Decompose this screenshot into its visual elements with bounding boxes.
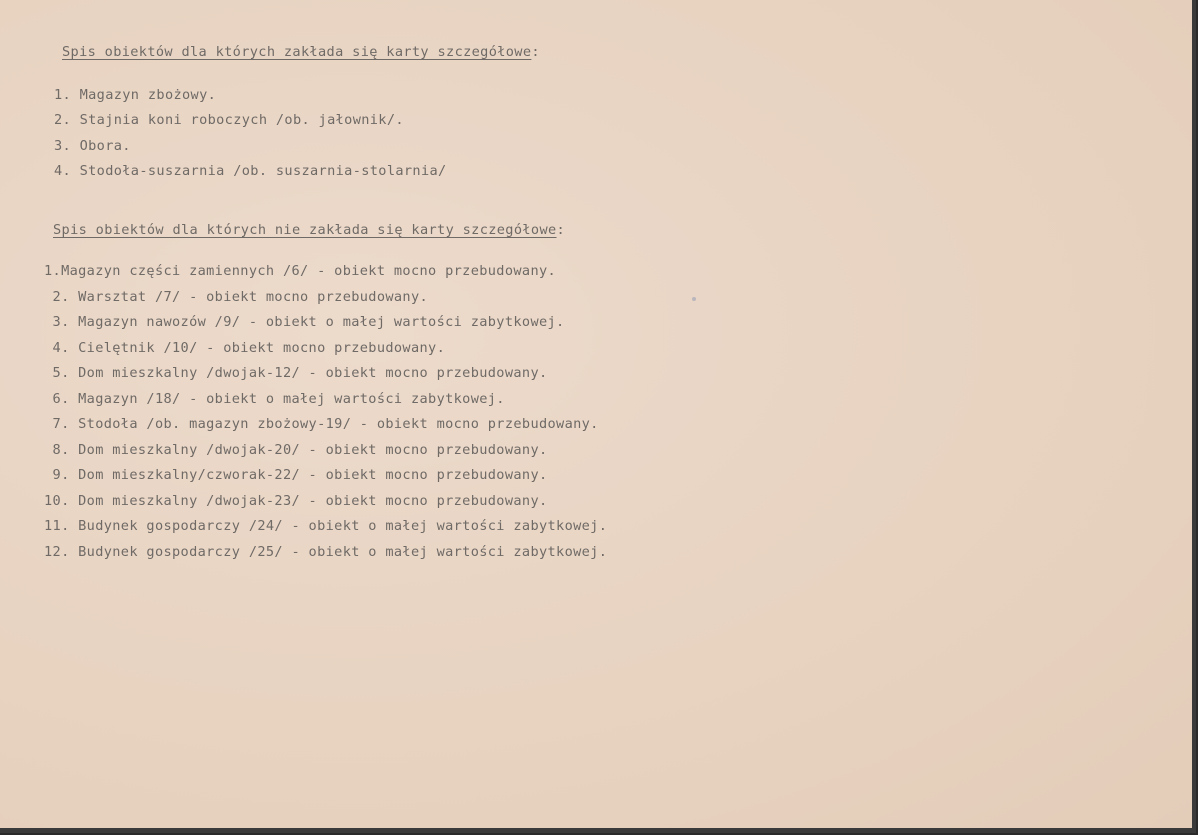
list-item: 3. Obora. [54,137,131,154]
heading-objects-with-cards-colon: : [531,44,540,60]
list-item: 4. Cielętnik /10/ - obiekt mocno przebudowany. [44,339,446,356]
list-item: 8. Dom mieszkalny /dwojak-20/ - obiekt mocno przebudowany. [44,441,548,458]
list-item: 12. Budynek gospodarczy /25/ - obiekt o małej wartości zabytkowej. [44,543,608,560]
ink-speck [692,297,696,301]
list-item: 10. Dom mieszkalny /dwojak-23/ - obiekt mocno przebudowany. [44,492,548,509]
list-item: 2. Warsztat /7/ - obiekt mocno przebudowany. [44,288,429,305]
heading-objects-with-cards-text: Spis obiektów dla których zakłada się karty szczegółowe [62,44,532,60]
heading-objects-without-cards-text: Spis obiektów dla których nie zakłada się karty szczegółowe [53,222,557,238]
list-item: 7. Stodoła /ob. magazyn zbożowy-19/ - obiekt mocno przebudowany. [44,416,599,432]
list-item: 1.Magazyn części zamiennych /6/ - obiekt mocno przebudowany. [44,263,557,279]
list-item: 3. Magazyn nawozów /9/ - obiekt o małej wartości zabytkowej. [44,314,565,330]
list-objects-without-cards [44,259,607,565]
heading-objects-with-cards [62,44,540,60]
list-item: 6. Magazyn /18/ - obiekt o małej wartości zabytkowej. [44,390,505,407]
list-item: 1. Magazyn zbożowy. [54,87,217,103]
list-item: 2. Stajnia koni roboczych /ob. jałownik/. [54,112,404,129]
list-item: 11. Budynek gospodarczy /24/ - obiekt o małej wartości zabytkowej. [44,518,608,534]
list-objects-with-cards [54,83,447,185]
heading-objects-without-cards [53,222,565,238]
heading-objects-without-cards-colon: : [556,222,566,238]
list-item: 4. Stodoła-suszarnia /ob. suszarnia-stolarnia/ [54,163,447,180]
list-item: 9. Dom mieszkalny/czworak-22/ - obiekt mocno przebudowany. [44,467,548,483]
list-item: 5. Dom mieszkalny /dwojak-12/ - obiekt mocno przebudowany. [44,365,548,381]
